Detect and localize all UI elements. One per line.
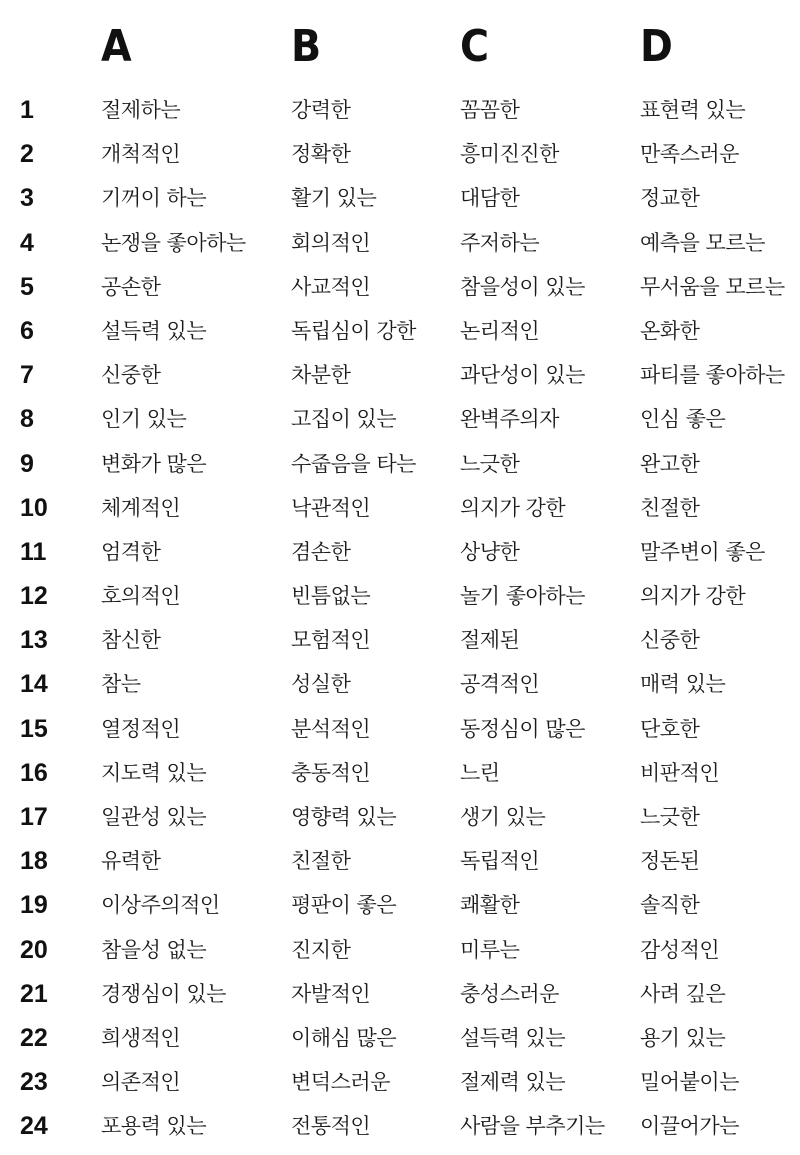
cell-a: 절제하는 [101,98,181,122]
cell-b: 친절한 [291,849,351,874]
row-number: 11 [20,537,47,566]
cell-a: 참신한 [101,628,161,653]
cell-d: 정교한 [640,186,700,211]
row-number: 23 [20,1068,48,1097]
cell-c: 과단성이 있는 [460,363,585,388]
cell-c: 논리적인 [460,318,540,343]
table-row [0,221,800,265]
cell-d: 만족스러운 [640,142,739,167]
cell-c: 주저하는 [460,230,540,255]
cell-c: 절제력 있는 [460,1070,566,1095]
cell-b: 정확한 [291,142,351,167]
cell-b: 분석적인 [291,716,371,741]
cell-c: 절제된 [460,628,520,653]
cell-a: 호의적인 [101,584,181,609]
table-row [0,751,800,795]
row-number: 2 [20,140,34,169]
cell-b: 사교적인 [291,274,371,299]
row-number: 12 [20,582,48,611]
row-number: 21 [20,979,48,1008]
cell-d: 말주변이 좋은 [640,539,765,564]
cell-c: 꼼꼼한 [460,98,520,122]
table-row [0,928,800,972]
cell-a: 참을성 없는 [101,937,207,962]
cell-c: 쾌활한 [460,893,520,918]
row-number: 19 [20,891,48,920]
cell-a: 체계적인 [101,495,181,520]
column-header-b: B [291,21,322,72]
row-number: 8 [20,405,34,434]
table-row [0,662,800,706]
row-number: 20 [20,935,48,964]
cell-b: 활기 있는 [291,186,377,211]
column-header-a: A [101,21,132,72]
cell-c: 흥미진진한 [460,142,559,167]
cell-b: 성실한 [291,672,351,697]
cell-a: 참는 [101,672,141,697]
row-number: 15 [20,714,48,743]
cell-a: 기꺼이 하는 [101,186,207,211]
row-number: 10 [20,493,48,522]
cell-a: 유력한 [101,849,161,874]
cell-b: 수줍음을 타는 [291,451,416,476]
cell-c: 공격적인 [460,672,540,697]
table-row [0,839,800,883]
table-row [0,265,800,309]
column-header-c: C [460,21,490,72]
table-row [0,88,800,132]
table-row [0,883,800,927]
cell-c: 느긋한 [460,451,520,476]
table-row [0,353,800,397]
word-table [0,88,800,1149]
table-row [0,1060,800,1104]
cell-a: 개척적인 [101,142,181,167]
row-number: 4 [20,228,34,257]
column-header-d: D [640,21,673,72]
cell-b: 강력한 [291,98,351,122]
table-row [0,972,800,1016]
cell-d: 파티를 좋아하는 [640,363,785,388]
row-number: 24 [20,1112,48,1141]
cell-b: 낙관적인 [291,495,371,520]
cell-a: 지도력 있는 [101,760,207,785]
row-number: 6 [20,316,34,345]
table-row [0,1016,800,1060]
cell-d: 단호한 [640,716,700,741]
table-row [0,132,800,176]
cell-b: 이해심 많은 [291,1025,397,1050]
cell-a: 신중한 [101,363,161,388]
cell-b: 겸손한 [291,539,351,564]
cell-d: 솔직한 [640,893,700,918]
row-number: 17 [20,803,48,831]
cell-a: 열정적인 [101,716,181,741]
cell-d: 매력 있는 [640,672,726,697]
cell-c: 놀기 좋아하는 [460,584,585,609]
cell-d: 온화한 [640,318,700,343]
table-row [0,574,800,618]
row-number: 1 [20,96,34,124]
cell-c: 생기 있는 [460,805,546,829]
row-number: 7 [20,361,34,390]
cell-a: 이상주의적인 [101,893,220,918]
cell-d: 표현력 있는 [640,98,746,122]
table-row [0,442,800,486]
cell-c: 충성스러운 [460,981,559,1006]
table-row [0,397,800,441]
cell-d: 예측을 모르는 [640,230,765,255]
cell-c: 참을성이 있는 [460,274,585,299]
cell-b: 모험적인 [291,628,371,653]
cell-b: 변덕스러운 [291,1070,390,1095]
cell-c: 설득력 있는 [460,1025,566,1050]
cell-d: 완고한 [640,451,700,476]
cell-b: 영향력 있는 [291,805,397,829]
cell-d: 무서움을 모르는 [640,274,785,299]
cell-d: 이끌어가는 [640,1114,739,1139]
cell-c: 완벽주의자 [460,407,559,432]
table-row [0,486,800,530]
row-number: 14 [20,670,48,699]
cell-a: 엄격한 [101,539,161,564]
cell-c: 느린 [460,760,500,785]
table-row [0,795,800,839]
cell-b: 회의적인 [291,230,371,255]
cell-d: 감성적인 [640,937,720,962]
table-row [0,176,800,220]
cell-c: 상냥한 [460,539,520,564]
table-row [0,618,800,662]
row-number: 5 [20,272,34,301]
cell-c: 사람을 부추기는 [460,1114,605,1139]
table-row [0,530,800,574]
cell-a: 논쟁을 좋아하는 [101,230,246,255]
cell-c: 미루는 [460,937,520,962]
cell-b: 고집이 있는 [291,407,397,432]
column-header-row [0,22,800,72]
cell-d: 친절한 [640,495,700,520]
cell-d: 느긋한 [640,805,700,829]
cell-c: 의지가 강한 [460,495,566,520]
cell-a: 포용력 있는 [101,1114,207,1139]
cell-d: 인심 좋은 [640,407,726,432]
cell-a: 변화가 많은 [101,451,207,476]
cell-b: 차분한 [291,363,351,388]
cell-b: 진지한 [291,937,351,962]
cell-d: 정돈된 [640,849,700,874]
cell-b: 전통적인 [291,1114,371,1139]
cell-d: 비판적인 [640,760,720,785]
cell-a: 의존적인 [101,1070,181,1095]
row-number: 13 [20,626,48,655]
cell-b: 평판이 좋은 [291,893,397,918]
row-number: 16 [20,758,48,787]
cell-b: 빈틈없는 [291,584,371,609]
cell-d: 신중한 [640,628,700,653]
cell-b: 자발적인 [291,981,371,1006]
cell-a: 설득력 있는 [101,318,207,343]
table-row [0,707,800,751]
cell-d: 의지가 강한 [640,584,746,609]
cell-b: 충동적인 [291,760,371,785]
cell-a: 경쟁심이 있는 [101,981,226,1006]
cell-c: 독립적인 [460,849,540,874]
cell-d: 사려 깊은 [640,981,726,1006]
row-number: 18 [20,847,48,876]
table-row [0,309,800,353]
cell-a: 희생적인 [101,1025,181,1050]
cell-a: 공손한 [101,274,161,299]
table-row [0,1104,800,1148]
cell-c: 동정심이 많은 [460,716,585,741]
cell-a: 일관성 있는 [101,805,207,829]
cell-d: 용기 있는 [640,1025,726,1050]
row-number: 9 [20,449,34,478]
cell-c: 대담한 [460,186,520,211]
cell-d: 밀어붙이는 [640,1070,739,1095]
row-number: 22 [20,1023,48,1052]
cell-a: 인기 있는 [101,407,187,432]
row-number: 3 [20,184,34,213]
cell-b: 독립심이 강한 [291,318,416,343]
